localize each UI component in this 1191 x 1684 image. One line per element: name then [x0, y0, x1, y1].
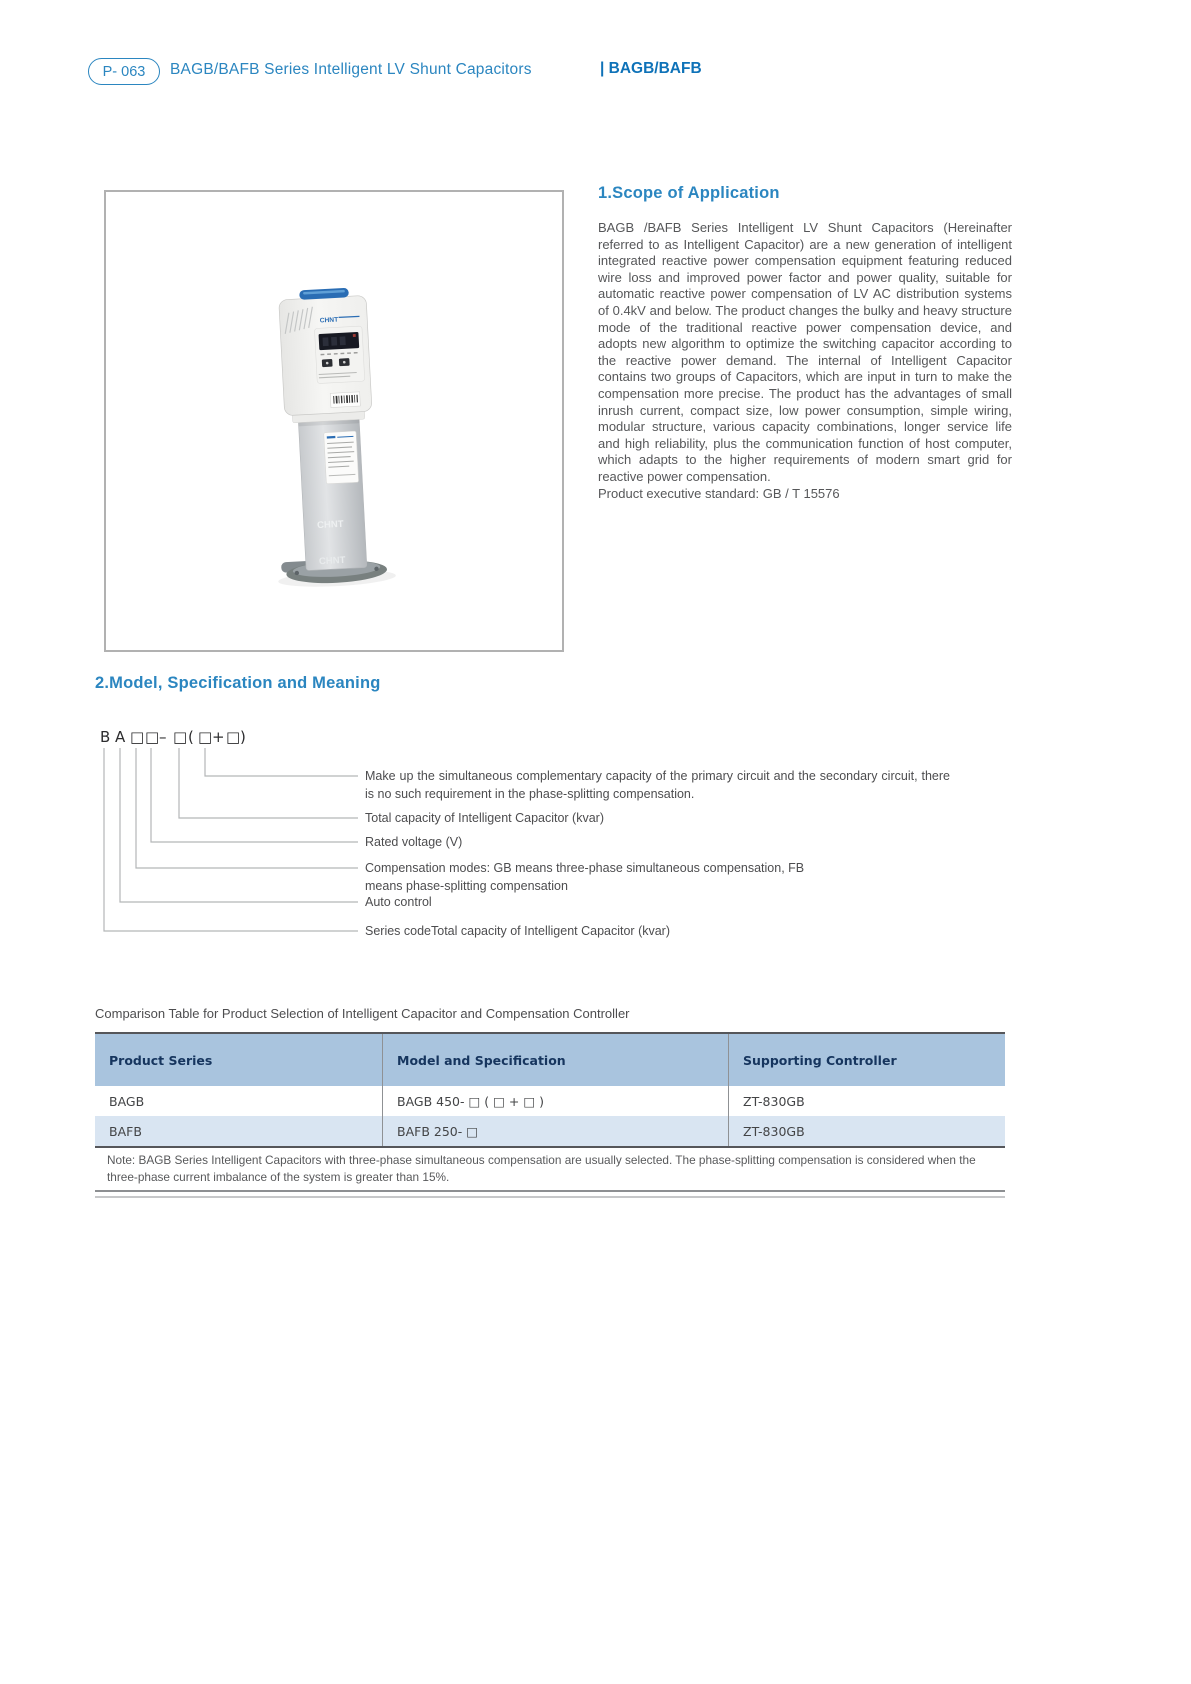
table-header-product-series: Product Series — [95, 1034, 383, 1086]
model-code-part: □ — [198, 728, 213, 746]
model-code-part: □ — [145, 728, 160, 746]
section-2-heading: 2.Model, Specification and Meaning — [95, 674, 381, 692]
product-photo — [106, 192, 562, 650]
lcd-display — [319, 332, 360, 350]
comparison-table — [95, 1032, 1005, 1148]
cell-supporting-controller: ZT-830GB — [743, 1093, 805, 1109]
section-1-heading: 1.Scope of Application — [598, 184, 780, 202]
model-code-part: A — [115, 728, 126, 746]
table-row — [95, 1086, 1005, 1116]
model-code-part: □ — [173, 728, 188, 746]
capacitor-body — [298, 418, 367, 571]
callout-total-capacity: Total capacity of Intelligent Capacitor (kvar) — [365, 811, 604, 825]
cell-product-series: BAGB — [95, 1086, 383, 1116]
model-code-part: ( — [188, 728, 194, 746]
cell-supporting-controller: ZT-830GB — [743, 1123, 805, 1139]
callout-series-code: Series codeTotal capacity of Intelligent Capacitor (kvar) — [365, 924, 671, 938]
scope-paragraph-block — [598, 220, 1012, 502]
cell-product-series: BAFB — [95, 1116, 383, 1146]
executive-standard: Product executive standard: GB / T 15576 — [598, 485, 840, 501]
table-header-row — [95, 1034, 1005, 1086]
model-code-part: – — [159, 728, 167, 746]
table-row — [95, 1116, 1005, 1146]
control-head — [279, 295, 372, 415]
callout-rated-voltage: Rated voltage (V) — [365, 835, 463, 849]
model-code-part: □ — [130, 728, 145, 746]
product-family-label: | BAGB/BAFB — [600, 60, 702, 77]
model-callout-lines — [95, 744, 395, 944]
model-code-part: + — [212, 728, 225, 746]
page-title: BAGB/BAFB Series Intelligent LV Shunt Capacitors — [170, 61, 532, 78]
brand-watermark: CHNT — [316, 518, 344, 532]
page-number-badge: P- 063 — [88, 58, 160, 85]
table-note: Note: BAGB Series Intelligent Capacitors with three-phase simultaneous compensation are usually selected. The phase-splitting compensation is considered when the three-phase current imbalance of the system is greater than 15%. — [107, 1153, 976, 1184]
product-photo-frame — [104, 190, 564, 652]
table-header-supporting-controller: Supporting Controller — [743, 1052, 897, 1068]
barcode-label — [330, 392, 360, 408]
body-spec-label — [324, 431, 359, 484]
callout-complementary-capacity: Make up the simultaneous complementary capacity of the primary circuit and the secondary circuit, there is no such requirement in the phase-splitting compensation. — [365, 769, 950, 801]
table-header-model-spec: Model and Specification — [383, 1034, 729, 1086]
model-code-part: ) — [240, 728, 246, 746]
brand-logo: CHNT — [319, 316, 339, 325]
callout-compensation-modes: Compensation modes: GB means three-phase simultaneous compensation, FB means phase-splitting compensation — [365, 861, 805, 893]
brand-watermark: CHNT — [318, 554, 346, 568]
model-code-part: □ — [226, 728, 241, 746]
cell-model-spec: BAGB 450- □ ( □ + □ ) — [383, 1086, 729, 1116]
model-code-part: B — [100, 728, 111, 746]
scope-paragraph: BAGB /BAFB Series Intelligent LV Shunt Capacitors (Hereinafter referred to as Intelligent Capacitor) are a new generation of intelligent integrated reactive power compensation equipment featuring reduced wire loss and improved power factor and power quality, suitable for automatic reactive power compensation of LV AC distribution systems of 0.4kV and below. The product changes the bulky and heavy structure mode of the traditional reactive power compensation device, and adopts new algorithm to optimize the switching capacitor according to the reactive power demand. The internal of Intelligent Capacitor contains two groups of Capacitors, which are input in turn to make the compensation more precise. The product has the advantages of small inrush current, compact size, low power consumption, simple wiring, modular structure, various capacity combinations, longer service life and high reliability, plus the communication function of host computer, which adapts to the higher requirements of modern smart grid for reactive power compensation. — [598, 220, 1012, 484]
callout-auto-control: Auto control — [365, 895, 432, 909]
comparison-table-title: Comparison Table for Product Selection of Intelligent Capacitor and Compensation Controller — [95, 1006, 630, 1021]
cell-model-spec: BAFB 250- □ — [383, 1116, 729, 1146]
section-divider-rule — [95, 1190, 1005, 1198]
